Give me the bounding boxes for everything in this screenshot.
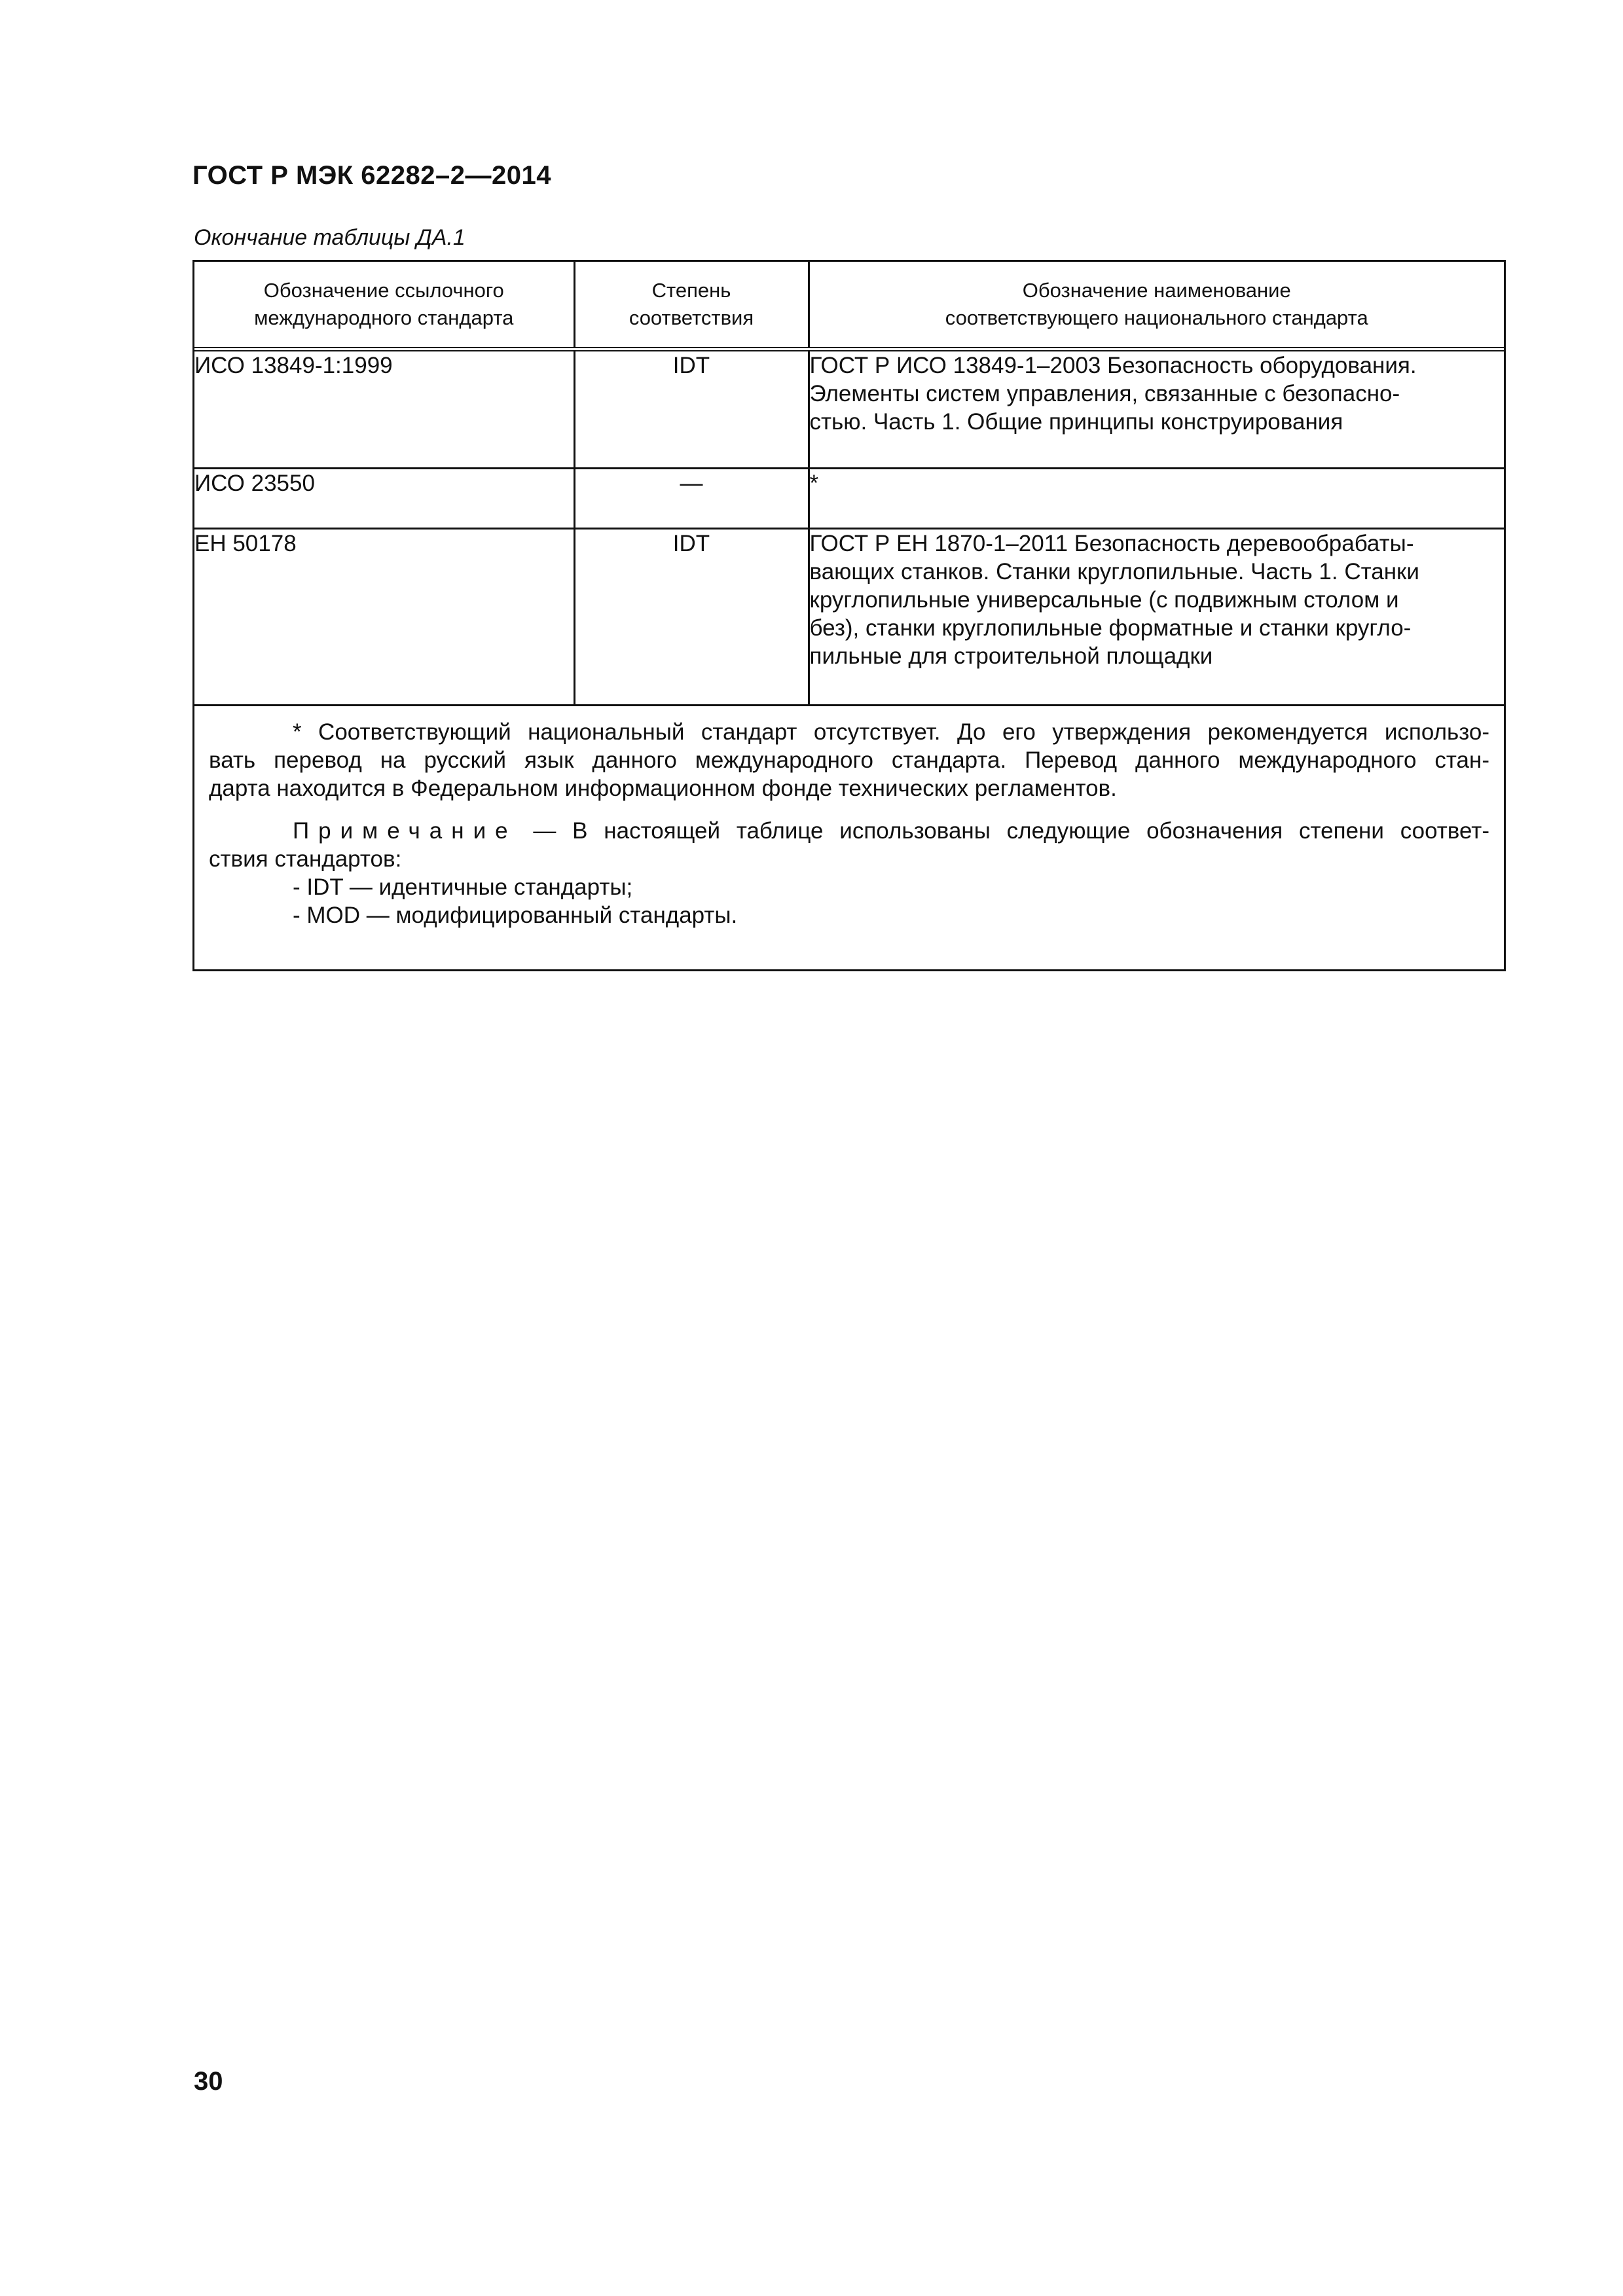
national-standard-line: без), станки круглопильные форматные и станки кругло- bbox=[809, 615, 1412, 641]
header-line: соответствия bbox=[629, 306, 754, 329]
footnote-line: дарта находится в Федеральном информационном фонде технических регламентов. bbox=[209, 775, 1117, 801]
note-line: ствия стандартов: bbox=[209, 846, 402, 872]
header-line: Обозначение ссылочного bbox=[263, 278, 504, 302]
national-standard-cell bbox=[809, 349, 1504, 468]
standards-table bbox=[192, 260, 1506, 971]
degree-cell: — bbox=[574, 468, 809, 528]
column-header-intl-standard bbox=[194, 262, 574, 349]
note-text: — В настоящей таблице использованы следующие обозначения степени соответ- bbox=[533, 817, 1489, 844]
header-line: Обозначение наименование bbox=[1022, 278, 1291, 302]
note-item: - MOD — модифицированный стандарты. bbox=[293, 902, 738, 928]
note-item: - IDT — идентичные стандарты; bbox=[293, 874, 633, 900]
degree-cell: IDT bbox=[574, 528, 809, 705]
page-number: 30 bbox=[194, 2067, 223, 2096]
national-standard-line: круглопильные универсальные (с подвижным столом и bbox=[809, 586, 1399, 613]
intl-standard-cell: ИСО 23550 bbox=[194, 468, 574, 528]
header-line: соответствующего национального стандарта bbox=[945, 306, 1368, 329]
national-standard-line: ГОСТ Р ЕН 1870-1–2011 Безопасность деревообрабаты- bbox=[809, 530, 1414, 556]
intl-standard-cell: ИСО 13849-1:1999 bbox=[194, 349, 574, 468]
document-code-header: ГОСТ Р МЭК 62282–2—2014 bbox=[192, 161, 552, 190]
table-row bbox=[194, 349, 1504, 468]
column-header-degree bbox=[574, 262, 809, 349]
header-line: Степень bbox=[651, 278, 731, 302]
national-standard-line: Элементы систем управления, связанные с безопасно- bbox=[809, 380, 1400, 406]
note bbox=[209, 817, 1489, 929]
standards-table-grid bbox=[194, 262, 1504, 706]
national-standard-line: пильные для строительной площадки bbox=[809, 643, 1213, 669]
footnote-line: * Соответствующий национальный стандарт отсутствует. До его утверждения рекомендуется использо- bbox=[293, 719, 1489, 745]
footnote bbox=[209, 718, 1489, 802]
table-row bbox=[194, 528, 1504, 705]
national-standard-line: вающих станков. Станки круглопильные. Часть 1. Станки bbox=[809, 558, 1419, 584]
header-line: международного стандарта bbox=[254, 306, 514, 329]
national-standard-cell bbox=[809, 528, 1504, 705]
footnote-line: вать перевод на русский язык данного международного стандарта. Перевод данного международного стан- bbox=[209, 747, 1489, 773]
national-standard-cell bbox=[809, 468, 1504, 528]
note-label: Примечание bbox=[293, 817, 517, 844]
table-header-row bbox=[194, 262, 1504, 349]
national-standard-line: стью. Часть 1. Общие принципы конструирования bbox=[809, 408, 1343, 435]
note-line bbox=[209, 817, 1489, 845]
table-notes bbox=[194, 706, 1504, 929]
intl-standard-cell: ЕН 50178 bbox=[194, 528, 574, 705]
national-standard-line: ГОСТ Р ИСО 13849-1–2003 Безопасность оборудования. bbox=[809, 352, 1417, 378]
national-standard-line: * bbox=[809, 470, 819, 496]
table-caption: Окончание таблицы ДА.1 bbox=[194, 225, 465, 250]
table-row bbox=[194, 468, 1504, 528]
column-header-national-standard bbox=[809, 262, 1504, 349]
degree-cell: IDT bbox=[574, 349, 809, 468]
